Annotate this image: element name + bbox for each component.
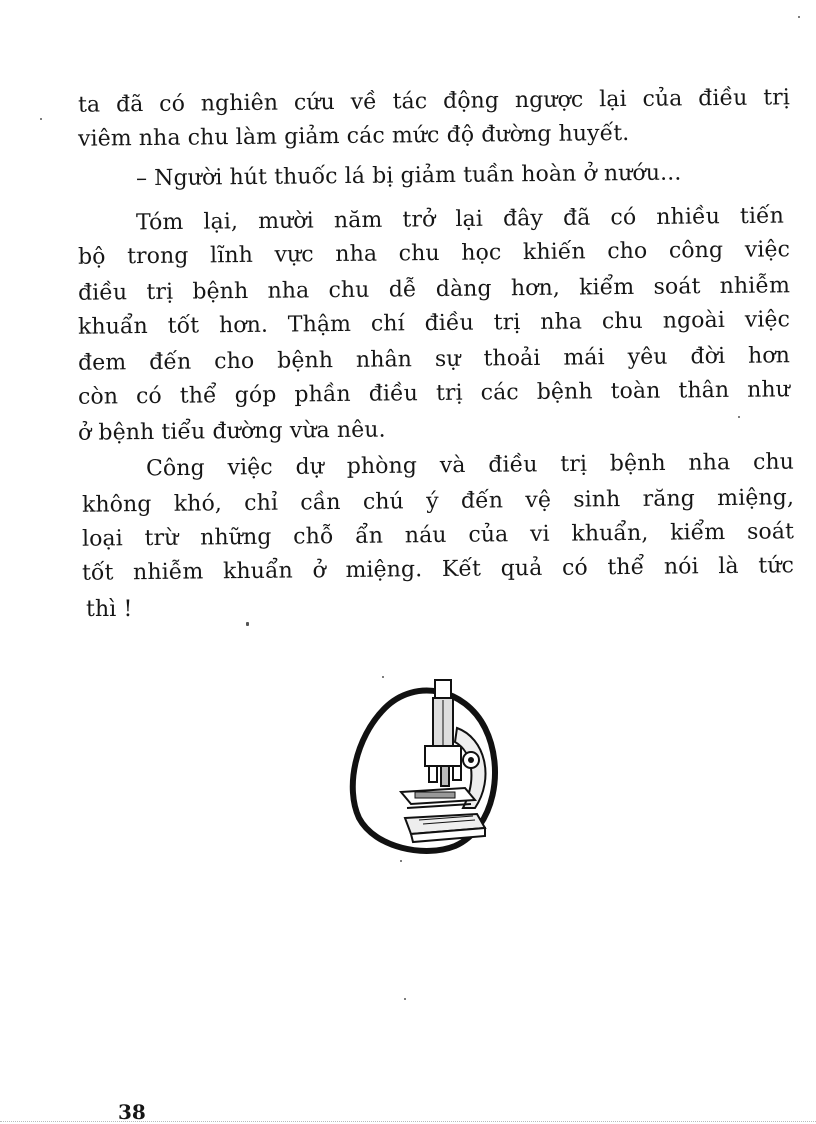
text-line: ở bệnh tiểu đường vừa nêu. [77,417,386,446]
text-line: loại trừ những chỗ ẩn náu của vi khuẩn, kiểm soát [81,519,795,552]
scan-speck [404,998,406,1000]
text-line: ta đã có nghiên cứu về tác động ngược lại của điều trị [77,85,791,118]
scan-speck [382,676,384,678]
text-line: khuẩn tốt hơn. Thậm chí điều trị nha chu ngoài việc [77,307,791,340]
text-line: đem đến cho bệnh nhân sự thoải mái yêu đời hơn [77,343,791,376]
text-line: – Người hút thuốc lá bị giảm tuần hoàn ở nướu... [135,160,682,192]
text-line: tốt nhiễm khuẩn ở miệng. Kết quả có thể nói là tức [81,553,795,586]
text-line: thì ! [86,597,133,622]
text-line: Công việc dự phòng và điều trị bệnh nha chu [145,449,795,482]
text-line: Tóm lại, mười năm trở lại đây đã có nhiều tiến [135,203,785,236]
page-number: 38 [118,1100,146,1124]
text-line: bộ trong lĩnh vực nha chu học khiến cho công việc [77,237,791,270]
text-line: không khó, chỉ cần chú ý đến vệ sinh răng miệng, [81,485,795,518]
text-line: viêm nha chu làm giảm các mức độ đường huyết. [77,120,630,152]
scan-speck [798,16,800,18]
text-line: điều trị bệnh nha chu dễ dàng hơn, kiểm soát nhiễm [77,273,791,306]
scan-speck [246,622,249,626]
scan-speck [400,860,402,862]
text-line: còn có thể góp phần điều trị các bệnh toàn thân như [77,377,791,410]
scan-speck [738,416,740,418]
scan-speck [40,118,42,120]
microscope-icon [345,668,505,858]
